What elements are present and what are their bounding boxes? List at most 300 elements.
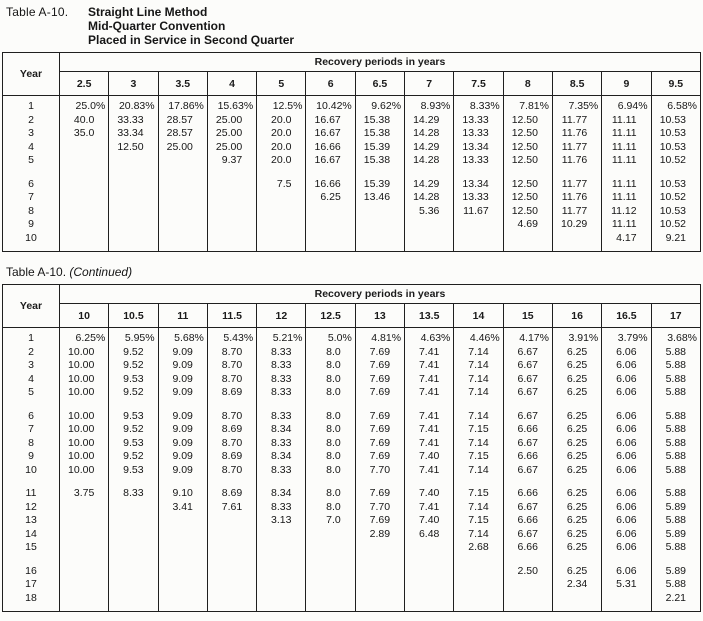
rate-cell: 7.14 xyxy=(454,437,503,451)
rate-cell: 7.0 xyxy=(306,514,355,528)
rate-cell xyxy=(158,514,207,528)
rate-cell xyxy=(158,565,207,579)
rate-cell: 7.41 xyxy=(405,423,454,437)
rate-cell: 8.34 xyxy=(257,423,306,437)
rate-cell: 6.06 xyxy=(602,514,651,528)
rate-cell: 17.86% xyxy=(158,100,207,114)
table-row xyxy=(3,346,701,360)
rate-cell xyxy=(503,232,552,246)
recovery-period-column-header: 13 xyxy=(355,304,404,328)
table-row xyxy=(3,359,701,373)
rate-cell: 9.53 xyxy=(109,437,158,451)
table-row xyxy=(3,218,701,232)
rate-cell: 7.41 xyxy=(405,373,454,387)
rate-cell: 3.68% xyxy=(651,332,700,346)
rate-cell: 6.66 xyxy=(503,450,552,464)
rate-cell xyxy=(207,232,256,246)
rate-cell: 11.11 xyxy=(602,218,651,232)
rate-cell: 9.52 xyxy=(109,450,158,464)
rate-cell: 8.70 xyxy=(207,346,256,360)
rate-cell xyxy=(60,141,109,155)
rate-cell: 9.09 xyxy=(158,359,207,373)
rate-cell: 7.81% xyxy=(503,100,552,114)
rate-cell xyxy=(355,578,404,592)
year-cell: 11 xyxy=(3,487,60,501)
rate-cell xyxy=(257,205,306,219)
table2-continued-label: (Continued) xyxy=(69,265,133,279)
rate-cell: 9.53 xyxy=(109,373,158,387)
rate-cell: 13.34 xyxy=(454,141,503,155)
rate-cell: 3.13 xyxy=(257,514,306,528)
rate-cell: 9.09 xyxy=(158,437,207,451)
rate-cell: 6.67 xyxy=(503,501,552,515)
rate-cell xyxy=(60,541,109,555)
rate-cell: 12.50 xyxy=(503,114,552,128)
rate-cell: 28.57 xyxy=(158,114,207,128)
rate-cell: 11.76 xyxy=(552,191,601,205)
recovery-period-column-header: 14 xyxy=(454,304,503,328)
rate-cell: 8.33 xyxy=(257,346,306,360)
table-row xyxy=(3,410,701,424)
rate-cell xyxy=(60,205,109,219)
rate-cell: 16.67 xyxy=(306,154,355,168)
rate-cell: 7.69 xyxy=(355,386,404,400)
rate-cell: 11.77 xyxy=(552,114,601,128)
rate-cell xyxy=(109,514,158,528)
recovery-period-column-header: 7 xyxy=(405,72,454,96)
rate-cell: 15.38 xyxy=(355,154,404,168)
rate-cell: 8.70 xyxy=(207,410,256,424)
rate-cell: 8.33 xyxy=(257,410,306,424)
rate-cell: 10.00 xyxy=(60,359,109,373)
rate-cell xyxy=(60,178,109,192)
rate-cell: 6.06 xyxy=(602,386,651,400)
rate-cell xyxy=(306,232,355,246)
rate-cell: 3.75 xyxy=(60,487,109,501)
recovery-period-column-header: 10 xyxy=(60,304,109,328)
rate-cell: 7.69 xyxy=(355,346,404,360)
table-row xyxy=(3,565,701,579)
year-cell: 6 xyxy=(3,178,60,192)
rate-cell: 25.0% xyxy=(60,100,109,114)
rate-cell: 10.29 xyxy=(552,218,601,232)
rate-cell xyxy=(306,565,355,579)
table-row xyxy=(3,541,701,555)
rate-cell: 8.0 xyxy=(306,487,355,501)
rate-cell: 7.69 xyxy=(355,437,404,451)
rate-cell: 25.00 xyxy=(158,141,207,155)
rate-cell xyxy=(355,565,404,579)
rate-cell: 6.67 xyxy=(503,437,552,451)
rate-cell: 8.0 xyxy=(306,423,355,437)
rate-cell: 10.52 xyxy=(651,154,700,168)
rate-cell: 8.33 xyxy=(257,359,306,373)
rate-cell: 10.53 xyxy=(651,178,700,192)
rate-cell: 8.33 xyxy=(257,501,306,515)
rate-cell: 15.38 xyxy=(355,127,404,141)
rate-cell: 6.06 xyxy=(602,410,651,424)
rate-cell: 8.69 xyxy=(207,386,256,400)
rate-cell: 6.25 xyxy=(552,487,601,501)
year-cell: 15 xyxy=(3,541,60,555)
table2-label: Table A-10. xyxy=(6,265,67,279)
rate-cell: 7.15 xyxy=(454,487,503,501)
recovery-period-column-header: 11.5 xyxy=(207,304,256,328)
rate-cell xyxy=(158,592,207,606)
rate-cell: 14.28 xyxy=(405,191,454,205)
rate-cell: 14.29 xyxy=(405,114,454,128)
year-cell: 16 xyxy=(3,565,60,579)
rate-cell xyxy=(60,501,109,515)
rate-cell: 8.34 xyxy=(257,450,306,464)
recovery-periods-header: Recovery periods in years xyxy=(60,53,701,72)
rate-cell: 11.77 xyxy=(552,141,601,155)
rate-cell xyxy=(405,218,454,232)
rate-cell: 5.88 xyxy=(651,450,700,464)
rate-cell: 12.50 xyxy=(503,191,552,205)
rate-cell xyxy=(405,592,454,606)
rate-cell: 11.11 xyxy=(602,114,651,128)
rate-cell: 5.88 xyxy=(651,514,700,528)
rate-cell: 6.94% xyxy=(602,100,651,114)
rate-cell: 7.70 xyxy=(355,501,404,515)
recovery-period-column-header: 12 xyxy=(257,304,306,328)
rate-cell: 11.12 xyxy=(602,205,651,219)
rate-cell xyxy=(109,178,158,192)
year-cell: 14 xyxy=(3,528,60,542)
rate-cell xyxy=(60,154,109,168)
rate-cell: 7.69 xyxy=(355,373,404,387)
rate-cell: 7.69 xyxy=(355,487,404,501)
rate-cell: 10.52 xyxy=(651,218,700,232)
rate-cell: 7.70 xyxy=(355,464,404,478)
recovery-periods-header: Recovery periods in years xyxy=(60,285,701,304)
rate-cell: 6.25 xyxy=(552,450,601,464)
table-row xyxy=(3,450,701,464)
rate-cell: 5.88 xyxy=(651,346,700,360)
rate-cell xyxy=(405,232,454,246)
rate-cell: 6.25 xyxy=(552,373,601,387)
table-row xyxy=(3,528,701,542)
table-row xyxy=(3,154,701,168)
rate-cell xyxy=(552,232,601,246)
rate-cell xyxy=(158,218,207,232)
rate-cell: 6.66 xyxy=(503,541,552,555)
rate-cell: 7.14 xyxy=(454,528,503,542)
rate-cell: 8.70 xyxy=(207,359,256,373)
table-row xyxy=(3,232,701,246)
rate-cell: 25.00 xyxy=(207,141,256,155)
rate-cell: 5.88 xyxy=(651,373,700,387)
rate-cell: 9.09 xyxy=(158,464,207,478)
rate-cell: 6.48 xyxy=(405,528,454,542)
recovery-period-column-header: 12.5 xyxy=(306,304,355,328)
rate-cell xyxy=(60,528,109,542)
table-row xyxy=(3,437,701,451)
rate-cell: 4.63% xyxy=(405,332,454,346)
rate-cell xyxy=(207,205,256,219)
rate-cell: 10.00 xyxy=(60,346,109,360)
rate-cell xyxy=(257,565,306,579)
year-cell: 2 xyxy=(3,346,60,360)
rate-cell: 10.00 xyxy=(60,464,109,478)
rate-cell xyxy=(306,528,355,542)
rate-cell: 13.33 xyxy=(454,154,503,168)
rate-cell: 9.62% xyxy=(355,100,404,114)
recovery-period-column-header: 5 xyxy=(257,72,306,96)
rate-cell xyxy=(207,565,256,579)
rate-cell: 9.53 xyxy=(109,410,158,424)
rate-cell: 7.14 xyxy=(454,501,503,515)
rate-cell xyxy=(257,191,306,205)
rate-cell: 10.00 xyxy=(60,410,109,424)
rate-cell: 8.70 xyxy=(207,437,256,451)
rate-cell: 11.76 xyxy=(552,127,601,141)
rate-cell: 4.17 xyxy=(602,232,651,246)
table-row xyxy=(3,178,701,192)
rate-cell: 5.88 xyxy=(651,386,700,400)
rate-cell: 7.69 xyxy=(355,423,404,437)
year-cell: 3 xyxy=(3,127,60,141)
year-cell: 1 xyxy=(3,100,60,114)
rate-cell xyxy=(207,218,256,232)
recovery-period-column-header: 9 xyxy=(602,72,651,96)
table-row xyxy=(3,205,701,219)
year-cell: 18 xyxy=(3,592,60,606)
rate-cell: 7.61 xyxy=(207,501,256,515)
spacer-row xyxy=(3,245,701,252)
year-cell: 17 xyxy=(3,578,60,592)
rate-cell: 8.33 xyxy=(257,373,306,387)
rate-cell: 8.70 xyxy=(207,373,256,387)
rate-cell: 5.31 xyxy=(602,578,651,592)
rate-cell xyxy=(306,218,355,232)
rate-cell: 3.79% xyxy=(602,332,651,346)
rate-cell: 25.00 xyxy=(207,114,256,128)
recovery-period-column-header: 3 xyxy=(109,72,158,96)
rate-cell: 6.67 xyxy=(503,359,552,373)
rate-cell xyxy=(355,205,404,219)
rate-cell xyxy=(257,541,306,555)
rate-cell: 7.41 xyxy=(405,359,454,373)
rate-cell: 6.06 xyxy=(602,450,651,464)
rate-cell: 7.15 xyxy=(454,423,503,437)
rate-cell xyxy=(158,541,207,555)
rate-cell: 2.50 xyxy=(503,565,552,579)
rate-cell xyxy=(60,232,109,246)
recovery-period-column-header: 10.5 xyxy=(109,304,158,328)
rate-cell: 11.77 xyxy=(552,178,601,192)
rate-cell: 6.06 xyxy=(602,423,651,437)
rate-cell: 10.42% xyxy=(306,100,355,114)
rate-cell: 5.88 xyxy=(651,410,700,424)
rate-cell: 16.66 xyxy=(306,178,355,192)
rate-cell: 13.33 xyxy=(454,191,503,205)
rate-cell: 8.0 xyxy=(306,464,355,478)
rate-cell xyxy=(602,592,651,606)
rate-cell: 8.0 xyxy=(306,359,355,373)
rate-cell xyxy=(158,232,207,246)
rate-cell: 6.66 xyxy=(503,423,552,437)
table-row xyxy=(3,100,701,114)
rate-cell: 10.53 xyxy=(651,205,700,219)
rate-cell: 33.34 xyxy=(109,127,158,141)
rate-cell: 10.53 xyxy=(651,141,700,155)
rate-cell xyxy=(257,592,306,606)
rate-cell: 3.91% xyxy=(552,332,601,346)
rate-cell xyxy=(109,565,158,579)
rate-cell xyxy=(405,565,454,579)
table-row xyxy=(3,501,701,515)
rate-cell: 6.25 xyxy=(552,359,601,373)
recovery-period-column-header: 6.5 xyxy=(355,72,404,96)
year-header: Year xyxy=(3,53,60,96)
rate-cell: 6.25 xyxy=(306,191,355,205)
rate-cell: 8.69 xyxy=(207,487,256,501)
rate-cell: 7.14 xyxy=(454,386,503,400)
rate-cell: 6.66 xyxy=(503,487,552,501)
rate-cell: 13.33 xyxy=(454,127,503,141)
rate-cell xyxy=(158,154,207,168)
rate-cell: 7.15 xyxy=(454,450,503,464)
rate-cell: 6.25 xyxy=(552,410,601,424)
rate-cell xyxy=(257,232,306,246)
rate-cell: 5.88 xyxy=(651,487,700,501)
rate-cell: 8.34 xyxy=(257,487,306,501)
rate-cell: 7.69 xyxy=(355,514,404,528)
rate-cell: 20.0 xyxy=(257,114,306,128)
rate-cell: 12.50 xyxy=(503,205,552,219)
rate-cell xyxy=(60,565,109,579)
spacer-row xyxy=(3,400,701,410)
rate-cell: 6.06 xyxy=(602,541,651,555)
rate-cell: 7.69 xyxy=(355,450,404,464)
rate-cell: 12.50 xyxy=(503,141,552,155)
rate-cell: 11.11 xyxy=(602,178,651,192)
rate-cell: 7.5 xyxy=(257,178,306,192)
table2-caption xyxy=(6,265,701,279)
table1-label: Table A-10. xyxy=(6,5,69,19)
rate-cell xyxy=(454,565,503,579)
rate-cell: 7.41 xyxy=(405,386,454,400)
rate-cell: 12.50 xyxy=(503,127,552,141)
rate-cell: 10.00 xyxy=(60,373,109,387)
rate-cell: 6.67 xyxy=(503,386,552,400)
rate-cell: 20.0 xyxy=(257,141,306,155)
rate-cell: 12.50 xyxy=(109,141,158,155)
year-cell: 4 xyxy=(3,373,60,387)
rate-cell: 6.25 xyxy=(552,346,601,360)
rate-cell xyxy=(109,592,158,606)
rate-cell: 25.00 xyxy=(207,127,256,141)
spacer-row xyxy=(3,605,701,612)
rate-cell: 10.52 xyxy=(651,191,700,205)
rate-cell: 9.10 xyxy=(158,487,207,501)
rate-cell: 6.25 xyxy=(552,464,601,478)
rate-cell: 8.33 xyxy=(257,464,306,478)
year-cell: 1 xyxy=(3,332,60,346)
year-header: Year xyxy=(3,285,60,328)
rate-cell: 5.95% xyxy=(109,332,158,346)
rate-cell xyxy=(158,578,207,592)
rate-cell: 7.69 xyxy=(355,359,404,373)
table-row xyxy=(3,127,701,141)
rate-cell: 8.69 xyxy=(207,450,256,464)
rate-cell: 5.0% xyxy=(306,332,355,346)
recovery-period-column-header: 15 xyxy=(503,304,552,328)
rate-cell: 7.15 xyxy=(454,514,503,528)
rate-cell: 9.09 xyxy=(158,346,207,360)
year-cell: 13 xyxy=(3,514,60,528)
table1-title-line-3: Placed in Service in Second Quarter xyxy=(88,33,295,47)
recovery-period-column-header: 17 xyxy=(651,304,700,328)
spacer-row xyxy=(3,555,701,565)
rate-cell: 11.11 xyxy=(602,127,651,141)
rate-cell: 5.88 xyxy=(651,359,700,373)
rate-cell xyxy=(109,154,158,168)
rate-cell: 9.37 xyxy=(207,154,256,168)
rate-cell: 9.09 xyxy=(158,423,207,437)
rate-cell: 7.40 xyxy=(405,450,454,464)
rate-cell: 2.89 xyxy=(355,528,404,542)
year-cell: 7 xyxy=(3,191,60,205)
rate-cell: 9.09 xyxy=(158,386,207,400)
rate-cell: 8.0 xyxy=(306,437,355,451)
rate-cell: 6.25 xyxy=(552,528,601,542)
rate-cell xyxy=(454,592,503,606)
rate-cell: 6.25 xyxy=(552,386,601,400)
rate-cell: 7.35% xyxy=(552,100,601,114)
rate-cell: 6.06 xyxy=(602,565,651,579)
rate-cell xyxy=(207,514,256,528)
rate-cell xyxy=(60,191,109,205)
rate-cell: 7.69 xyxy=(355,410,404,424)
rate-cell: 5.68% xyxy=(158,332,207,346)
rate-cell xyxy=(207,592,256,606)
rate-cell: 10.53 xyxy=(651,127,700,141)
rate-cell: 8.33 xyxy=(109,487,158,501)
rate-cell: 28.57 xyxy=(158,127,207,141)
year-cell: 3 xyxy=(3,359,60,373)
rate-cell xyxy=(306,578,355,592)
rate-cell: 20.0 xyxy=(257,154,306,168)
rate-cell xyxy=(355,218,404,232)
recovery-period-column-header: 6 xyxy=(306,72,355,96)
rate-cell xyxy=(109,191,158,205)
rate-cell: 6.06 xyxy=(602,464,651,478)
rate-cell: 6.67 xyxy=(503,464,552,478)
rate-cell: 8.0 xyxy=(306,346,355,360)
rate-cell xyxy=(60,514,109,528)
table-row xyxy=(3,141,701,155)
rate-cell xyxy=(158,178,207,192)
rate-cell: 6.58% xyxy=(651,100,700,114)
table-row xyxy=(3,191,701,205)
recovery-period-column-header: 16.5 xyxy=(602,304,651,328)
table-row xyxy=(3,114,701,128)
rate-cell: 10.00 xyxy=(60,386,109,400)
rate-cell xyxy=(207,528,256,542)
rate-cell: 15.39 xyxy=(355,141,404,155)
rate-cell: 10.53 xyxy=(651,114,700,128)
rate-cell: 2.21 xyxy=(651,592,700,606)
rate-cell: 5.89 xyxy=(651,565,700,579)
rate-cell: 7.14 xyxy=(454,359,503,373)
rate-cell xyxy=(503,592,552,606)
rate-cell: 13.34 xyxy=(454,178,503,192)
year-cell: 4 xyxy=(3,141,60,155)
rate-cell: 6.06 xyxy=(602,373,651,387)
